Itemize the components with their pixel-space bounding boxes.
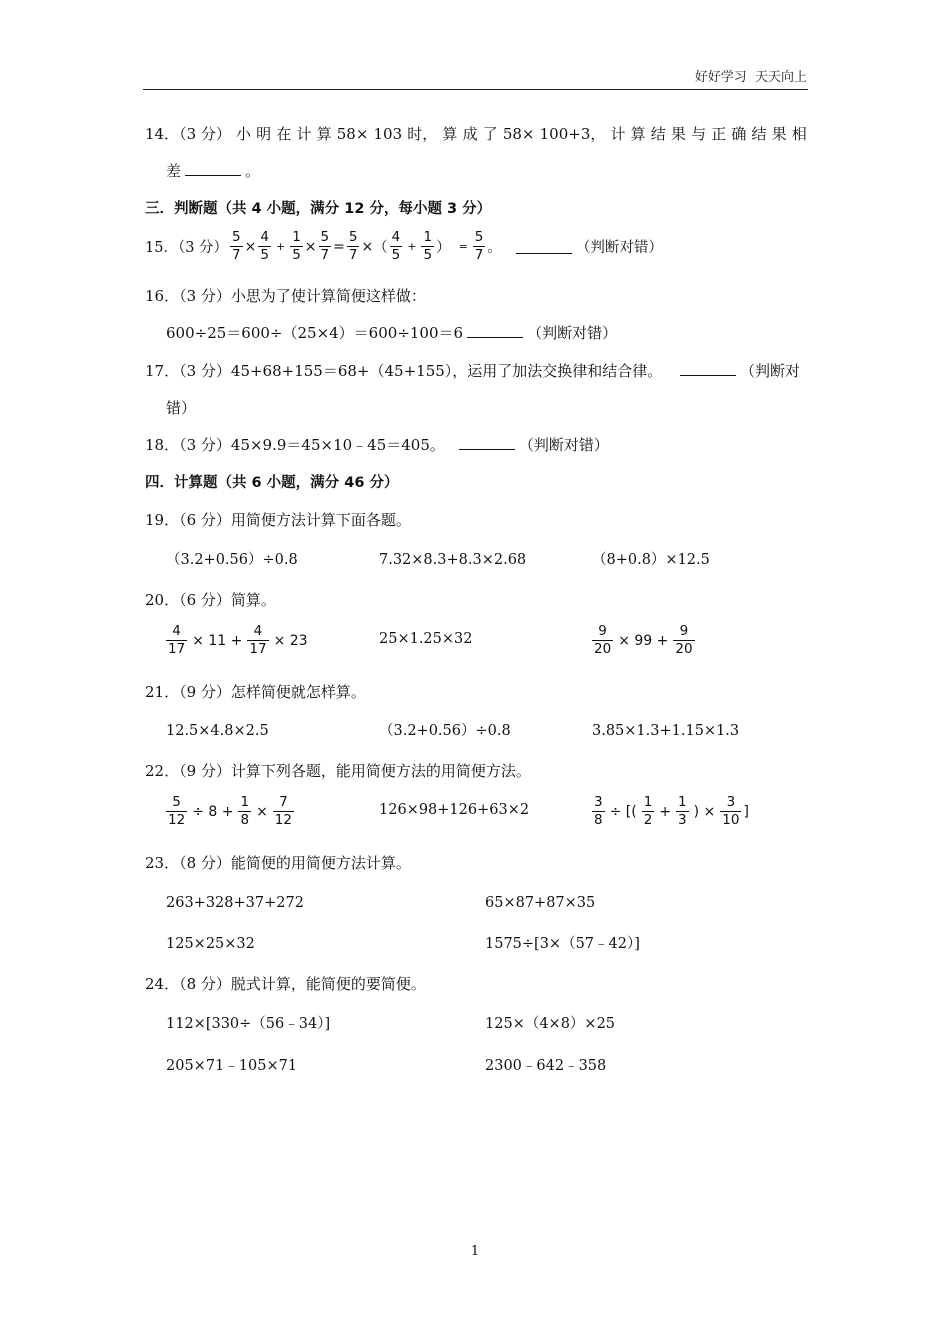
fraction: $\frac{1}{8}$: [240, 794, 250, 828]
question-24-expr-3: 205×71﹣105×71: [166, 1058, 298, 1074]
question-20-expr-3: $\frac{9}{20}$ × 99 + $\frac{9}{20}$: [594, 623, 693, 657]
fraction: $\frac{9}{20}$: [594, 623, 612, 657]
answer-blank-18[interactable]: [459, 435, 515, 450]
answer-blank-17[interactable]: [680, 361, 736, 376]
question-19-expr-2: 7.32×8.3+8.3×2.68: [379, 552, 527, 568]
question-16-label: 16．（3 分）小思为了使计算简便这样做：: [145, 287, 426, 305]
question-15-label: 15．（3 分）: [145, 240, 229, 256]
question-23-expr-1: 263+328+37+272: [166, 895, 304, 911]
question-17-line-2: 错）: [166, 399, 197, 417]
question-21-label: 21．（9 分）怎样简便就怎样算。: [145, 683, 366, 701]
fraction: $\frac{9}{20}$: [675, 623, 693, 657]
question-24-expr-1: 112×[330÷（56﹣34）]: [166, 1016, 331, 1032]
question-20-label: 20．（6 分）简算。: [145, 591, 276, 609]
fraction: $\frac{3}{8}$: [594, 794, 603, 828]
question-24-expr-2: 125×（4×8）×25: [485, 1016, 616, 1032]
question-14-line-1: 14．（3 分） 小 明 在 计 算 58× 103 时， 算 成 了 58× 100+3， 计 算 结 果 与 正 确 结 果 相: [145, 125, 807, 143]
question-19-expr-1: （3.2+0.56）÷0.8: [166, 552, 298, 568]
fraction: $\frac{1}{2}$: [643, 794, 653, 828]
fraction: $\frac{4}{5}$: [260, 229, 269, 263]
fraction: $\frac{4}{5}$: [391, 229, 401, 263]
question-17-label: 17．（3 分）45+68+155＝68+（45+155），运用了加法交换律和结合律。: [145, 362, 663, 380]
fraction: $\frac{5}{7}$: [474, 229, 484, 263]
question-23-expr-4: 1575÷[3×（57﹣42）]: [485, 936, 640, 952]
question-21-expr-1: 12.5×4.8×2.5: [166, 723, 269, 739]
question-22-expr-2: 126×98+126+63×2: [379, 802, 530, 818]
question-20-expr-2: 25×1.25×32: [379, 631, 473, 647]
section-3-title: 三．判断题（共 4 小题，满分 12 分，每小题 3 分）: [145, 201, 492, 217]
question-24-expr-4: 2300﹣642﹣358: [485, 1058, 607, 1074]
question-14-label: 14．（3 分）: [145, 125, 231, 143]
header-motto: 好好学习 天天向上: [694, 70, 807, 85]
question-22-label: 22．（9 分）计算下列各题，能用简便方法的用简便方法。: [145, 762, 531, 780]
question-23-expr-3: 125×25×32: [166, 936, 255, 952]
question-14-line-2: 差 。: [166, 162, 261, 180]
page-number: 1: [470, 1244, 480, 1259]
fraction: $\frac{1}{5}$: [292, 229, 301, 263]
question-20-expr-1: $\frac{4}{17}$ × 11 + $\frac{4}{17}$ × 23: [168, 623, 308, 657]
question-15: 15．（3 分） $\frac{5}{7}$ × $\frac{4}{5}$ + $\frac{1}{5}$ × $\frac{5}{7}$ = $\frac{5}{7}$ × （ $\frac{4}{5}$ + $\frac{1}{5}$ ） = $\frac{5}{7}$ 。 （判断对错）: [145, 229, 663, 263]
question-24-label: 24．（8 分）脱式计算，能简便的要简便。: [145, 975, 426, 993]
fraction: $\frac{7}{12}$: [274, 794, 292, 828]
question-23-expr-2: 65×87+87×35: [485, 895, 596, 911]
section-4-title: 四．计算题（共 6 小题，满分 46 分）: [145, 475, 399, 491]
question-16-line-2: 600÷25＝600÷（25×4）＝600÷100＝6 （判断对错）: [166, 324, 618, 342]
question-21-expr-3: 3.85×1.3+1.15×1.3: [592, 723, 740, 739]
fraction: $\frac{4}{17}$: [249, 623, 267, 657]
question-17-suffix: （判断对: [680, 361, 800, 381]
fraction: $\frac{5}{7}$: [232, 229, 241, 263]
answer-blank-14[interactable]: [185, 161, 241, 176]
fraction: $\frac{5}{12}$: [168, 794, 186, 828]
fraction: $\frac{1}{3}$: [678, 794, 687, 828]
question-21-expr-2: （3.2+0.56）÷0.8: [379, 723, 511, 739]
fraction: $\frac{3}{10}$: [722, 794, 740, 828]
answer-blank-16[interactable]: [467, 323, 523, 338]
question-19-expr-3: （8+0.8）×12.5: [592, 552, 710, 568]
header-rule: [143, 89, 808, 90]
fraction: $\frac{4}{17}$: [168, 623, 186, 657]
fraction: $\frac{5}{7}$: [320, 229, 330, 263]
answer-blank-15[interactable]: [516, 239, 572, 254]
question-23-label: 23．（8 分）能简便的用简便方法计算。: [145, 854, 411, 872]
fraction: $\frac{5}{7}$: [348, 229, 358, 263]
question-19-label: 19．（6 分）用简便方法计算下面各题。: [145, 511, 411, 529]
question-22-expr-1: $\frac{5}{12}$ ÷ 8 + $\frac{1}{8}$ × $\frac{7}{12}$: [168, 794, 292, 828]
fraction: $\frac{1}{5}$: [423, 229, 433, 263]
question-22-expr-3: $\frac{3}{8}$ ÷ [( $\frac{1}{2}$ + $\frac{1}{3}$ ) × $\frac{3}{10}$ ]: [594, 794, 749, 828]
question-18: 18．（3 分）45×9.9＝45×10﹣45＝405。 （判断对错）: [145, 436, 609, 454]
